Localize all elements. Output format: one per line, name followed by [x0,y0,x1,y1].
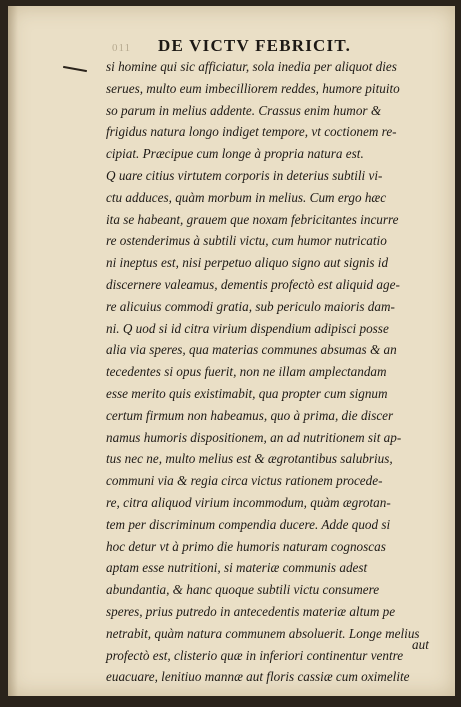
text-line: tecedentes si opus fuerit, non ne illam amplectandam [106,364,387,380]
text-line: ita se habeant, grauem que noxam febricitantes incurre [106,211,399,227]
text-line: re alicuius commodi gratia, sub periculo maioris dam- [106,298,395,314]
text-line: tem per discriminum compendia ducere. Adde quod si [106,516,391,532]
text-line: esse merito quis existimabit, qua propter cum signum [106,385,388,401]
text-line: ni. Q uod si id citra virium dispendium adipisci posse [106,320,389,336]
text-line: frigidus natura longo indiget tempore, vt coctionem re- [106,124,397,140]
book-page [8,6,455,696]
text-line: speres, prius putredo in antecedentis materiæ altum pe [106,603,396,619]
text-line: certum firmum non habeamus, quo à prima, die discer [106,407,394,423]
text-line: si homine qui sic afficiatur, sola inedia per aliquot dies [106,59,397,74]
text-line: so parum in melius addente. Crassus enim humor & [106,102,382,118]
text-line: euacuare, lenitiuo mannæ aut floris cassiæ cum oximelite [106,669,410,685]
text-line: discernere valeamus, dementis profectò est aliquid age- [106,276,400,292]
text-line: netrabit, quàm natura communem absoluerit. Longe melius [106,625,420,641]
gutter-shadow [8,6,18,696]
text-line: namus humoris dispositionem, an ad nutritionem sit ap- [106,429,402,445]
text-line: ctu adduces, quàm morbum in melius. Cum ergo hæc [106,189,387,205]
text-line: alia via speres, qua materias communes absumas & an [106,342,397,358]
catchword: aut [412,637,429,652]
text-line: profectò est, clisterio quæ in inferiori continentur ventre [106,647,404,663]
text-line: tus nec ne, multo melius est & ægrotantibus salubrius, [106,451,393,467]
text-line: serues, multo eum imbecilliorem reddes, humore pituito [106,80,400,96]
text-line: hoc detur vt à primo die humoris naturam cognoscas [106,538,386,554]
text-line: aptam esse nutritioni, si materiæ communis adest [106,560,368,576]
text-line: communi via & regia circa victus rationem procede- [106,473,383,489]
text-line: ni ineptus est, nisi perpetuo aliquo signo aut signis id [106,255,389,271]
running-head: DE VICTV FEBRICIT. [158,36,352,55]
text-line: cipiat. Præcipue cum longe à propria natura est. [106,146,364,162]
body-text [106,56,441,688]
text-line: re ostenderimus à subtili victu, cum humor nutricatio [106,233,387,249]
text-line: Q uare citius virtutem corporis in deterius subtili vi- [106,167,383,183]
faint-page-mark: 011 [112,42,132,54]
text-line: re, citra aliquod virium incommodum, quàm ægrotan- [106,494,391,510]
text-line: abundantia, & hanc quoque subtili victu consumere [106,582,380,598]
margin-mark [63,66,87,72]
